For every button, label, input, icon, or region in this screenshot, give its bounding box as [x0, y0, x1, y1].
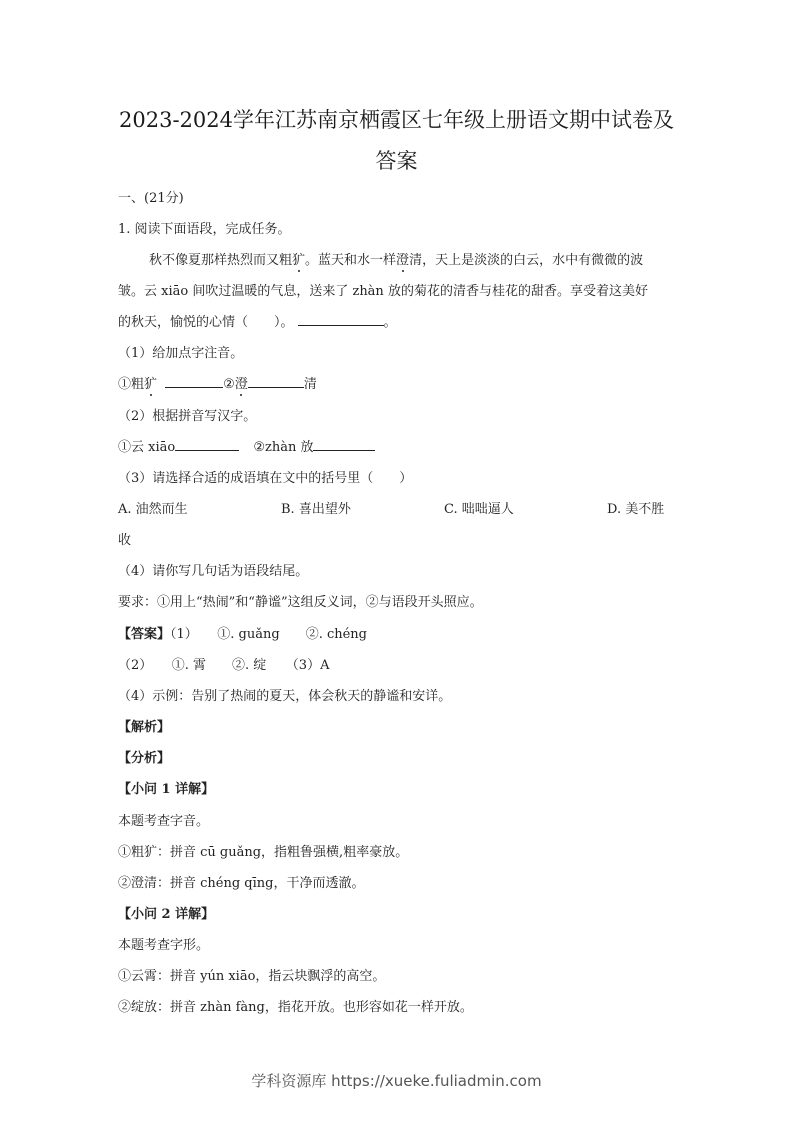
passage-line-2: 皱。云 xiāo 间吹过温暖的气息，送来了 zhàn 放的菊花的清香与桂花的甜香。享受着这美好	[118, 284, 648, 299]
section-heading: 一、(21分)	[118, 191, 184, 206]
detail-1-line-2: ①粗犷：拼音 cū guǎng，指粗鲁强横,粗率豪放。	[118, 845, 409, 860]
dotted-char-cheng: 澄	[396, 249, 409, 268]
answer-tag: 【答案】	[118, 627, 171, 642]
breakdown-heading: 【分析】	[118, 751, 171, 766]
passage-answer-blank[interactable]	[298, 315, 384, 326]
answer-line-3: （4）示例：告别了热闹的夏天，体会秋天的静谧和安详。	[118, 689, 452, 704]
detail-1-line-1: 本题考查字音。	[118, 814, 210, 829]
detail-1-heading: 【小问 1 详解】	[118, 782, 215, 797]
detail-2-heading: 【小问 2 详解】	[118, 907, 215, 922]
hanzi-blank-2[interactable]	[313, 440, 375, 451]
document-title	[0, 100, 793, 182]
answer-line-2: （2） ①. 霄 ②. 绽 （3）A	[118, 658, 330, 673]
sub-question-3-options	[118, 498, 678, 516]
hanzi-blank-1[interactable]	[175, 440, 239, 451]
option-d[interactable]: D. 美不胜	[607, 502, 665, 517]
sub-question-4-label: （4）请你写几句话为语段结尾。	[118, 564, 309, 579]
option-a[interactable]: A. 油然而生	[118, 502, 188, 517]
sub-question-1-items: ①粗犷 ②澄 清	[118, 373, 317, 392]
sub-question-1-label: （1）给加点字注音。	[118, 346, 244, 361]
dotted-char-guang: 犷	[292, 249, 305, 268]
analysis-heading: 【解析】	[118, 720, 171, 735]
detail-2-line-3: ②绽放：拼音 zhàn fàng，指花开放。也形容如花一样开放。	[118, 1000, 473, 1015]
option-b[interactable]: B. 喜出望外	[281, 502, 351, 517]
option-d-wrap: 收	[118, 533, 132, 548]
title-line-1: 2023-2024学年江苏南京栖霞区七年级上册语文期中试卷及	[119, 108, 674, 132]
option-c[interactable]: C. 咄咄逼人	[444, 502, 514, 517]
sub-question-2-items: ①云 xiāo ②zhàn 放	[118, 436, 375, 455]
title-line-2: 答案	[375, 149, 418, 173]
footer-watermark: 学科资源库 https://xueke.fuliadmin.com	[251, 1072, 542, 1090]
passage-line-1: 秋不像夏那样热烈而又粗犷。蓝天和水一样澄清，天上是淡淡的白云，水中有微微的波	[149, 249, 643, 268]
answer-line-1: 【答案】（1） ①. guǎng ②. chéng	[118, 627, 367, 642]
detail-2-line-2: ①云霄：拼音 yún xiāo，指云块飘浮的高空。	[118, 969, 386, 984]
sub-question-3-label: （3）请选择合适的成语填在文中的括号里（ ）	[118, 471, 413, 486]
sub-question-4-requirement: 要求：①用上“热闹”和“静谧”这组反义词，②与语段开头照应。	[118, 595, 483, 610]
detail-2-line-1: 本题考查字形。	[118, 938, 210, 953]
detail-1-line-3: ②澄清：拼音 chéng qīng，干净而透澈。	[118, 876, 365, 891]
pinyin-blank-2[interactable]	[248, 377, 304, 388]
passage-line-3: 的秋天，愉悦的心情（ ）。 。	[118, 315, 397, 330]
question-1-prompt: 1. 阅读下面语段，完成任务。	[118, 222, 291, 237]
pinyin-blank-1[interactable]	[165, 377, 223, 388]
sub-question-2-label: （2）根据拼音写汉字。	[118, 409, 257, 424]
